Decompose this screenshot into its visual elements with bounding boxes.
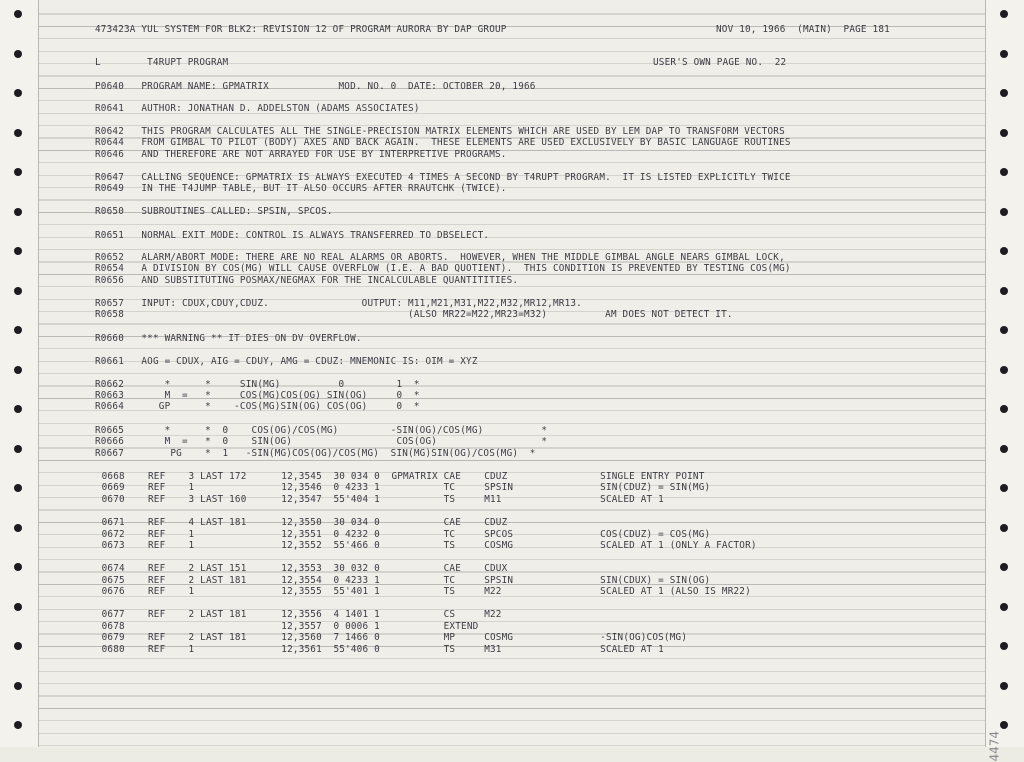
listing-line: 0679 REF 2 LAST 181 12,3560 7 1466 0 MP COSMG -SIN(OG)COS(MG): [90, 632, 688, 643]
listing-line: 0678 12,3557 0 0006 1 EXTEND: [90, 621, 479, 632]
left-tractor-strip: [0, 0, 39, 747]
listing-line: R0666 M = * 0 SIN(OG) COS(OG) *: [95, 436, 548, 447]
listing-line: 0675 REF 2 LAST 181 12,3554 0 4233 1 TC SPSIN SIN(CDUX) = SIN(OG): [90, 575, 711, 586]
tractor-hole: [14, 366, 22, 374]
listing-line: 0669 REF 1 12,3546 0 4233 1 TC SPSIN SIN(CDUZ) = SIN(MG): [90, 482, 711, 493]
tractor-hole: [14, 405, 22, 413]
tractor-hole: [1000, 484, 1008, 492]
listing-line: 0677 REF 2 LAST 181 12,3556 4 1401 1 CS M22: [90, 609, 502, 620]
tractor-hole: [14, 524, 22, 532]
tractor-hole: [1000, 168, 1008, 176]
tractor-hole: [1000, 366, 1008, 374]
listing-line: 0676 REF 1 12,3555 55'401 1 TS M22 SCALED AT 1 (ALSO IS MR22): [90, 586, 751, 597]
tractor-hole: [1000, 721, 1008, 729]
header-right: NOV 10, 1966 (MAIN) PAGE 181: [716, 24, 890, 35]
header-left: 473423A YUL SYSTEM FOR BLK2: REVISION 12 OF PROGRAM AURORA BY DAP GROUP: [95, 24, 507, 35]
tractor-hole: [1000, 405, 1008, 413]
listing-line: P0640 PROGRAM NAME: GPMATRIX MOD. NO. 0 DATE: OCTOBER 20, 1966: [95, 81, 536, 92]
tractor-hole: [1000, 326, 1008, 334]
tractor-hole: [1000, 642, 1008, 650]
listing-line: 0673 REF 1 12,3552 55'466 0 TS COSMG SCALED AT 1 (ONLY A FACTOR): [90, 540, 757, 551]
listing-line: R0658 (ALSO MR22=M22,MR23=M32) AM DOES NOT DETECT IT.: [95, 309, 733, 320]
tractor-hole: [1000, 682, 1008, 690]
tractor-hole: [1000, 603, 1008, 611]
tractor-hole: [14, 682, 22, 690]
tractor-hole: [14, 445, 22, 453]
listing-line: R0657 INPUT: CDUX,CDUY,CDUZ. OUTPUT: M11,M21,M31,M22,M32,MR12,MR13.: [95, 298, 582, 309]
listing-line: R0651 NORMAL EXIT MODE: CONTROL IS ALWAYS TRANSFERRED TO DBSELECT.: [95, 230, 490, 241]
tractor-hole: [14, 326, 22, 334]
listing-line: R0660 *** WARNING ** IT DIES ON DV OVERFLOW.: [95, 333, 362, 344]
tractor-hole: [1000, 50, 1008, 58]
tractor-hole: [14, 287, 22, 295]
tractor-hole: [14, 208, 22, 216]
tractor-hole: [14, 129, 22, 137]
tractor-hole: [14, 247, 22, 255]
listing-line: 0670 REF 3 LAST 160 12,3547 55'404 1 TS M11 SCALED AT 1: [90, 494, 664, 505]
tractor-hole: [14, 50, 22, 58]
listing-line: R0654 A DIVISION BY COS(MG) WILL CAUSE OVERFLOW (I.E. A BAD QUOTIENT). THIS CONDITION IS PREVENTED BY TESTING COS(MG): [95, 263, 791, 274]
listing-line: R0663 M = * COS(MG)COS(OG) SIN(OG) 0 *: [95, 390, 420, 401]
listing-line: R0656 AND SUBSTITUTING POSMAX/NEGMAX FOR THE INCALCULABLE QUANTITITIES.: [95, 275, 519, 286]
tractor-hole: [1000, 563, 1008, 571]
listing-line: R0652 ALARM/ABORT MODE: THERE ARE NO REAL ALARMS OR ABORTS. HOWEVER, WHEN THE MIDDLE GIMBAL ANGLE NEARS GIMBAL LOCK,: [95, 252, 785, 263]
tractor-hole: [14, 89, 22, 97]
tractor-hole: [1000, 524, 1008, 532]
listing-line: R0664 GP * -COS(MG)SIN(OG) COS(OG) 0 *: [95, 401, 420, 412]
tractor-hole: [1000, 208, 1008, 216]
listing-line: R0647 CALLING SEQUENCE: GPMATRIX IS ALWAYS EXECUTED 4 TIMES A SECOND BY T4RUPT PROGRAM. IT IS LISTED EXPLICITLY TWICE: [95, 172, 791, 183]
listing-line: R0646 AND THEREFORE ARE NOT ARRAYED FOR USE BY INTERPRETIVE PROGRAMS.: [95, 149, 507, 160]
listing-line: R0650 SUBROUTINES CALLED: SPSIN, SPCOS.: [95, 206, 333, 217]
listing-line: R0667 PG * 1 -SIN(MG)COS(OG)/COS(MG) SIN(MG)SIN(OG)/COS(MG) *: [95, 448, 536, 459]
listing-line: 0668 REF 3 LAST 172 12,3545 30 034 0 GPMATRIX CAE CDUZ SINGLE ENTRY POINT: [90, 471, 705, 482]
tractor-hole: [1000, 445, 1008, 453]
tractor-hole: [14, 484, 22, 492]
tractor-hole: [14, 10, 22, 18]
listing-line: R0641 AUTHOR: JONATHAN D. ADDELSTON (ADAMS ASSOCIATES): [95, 103, 420, 114]
listing-line: R0642 THIS PROGRAM CALCULATES ALL THE SINGLE-PRECISION MATRIX ELEMENTS WHICH ARE USED BY LEM DAP TO TRANSFORM VECTORS: [95, 126, 785, 137]
subheader-left: L T4RUPT PROGRAM: [95, 57, 229, 68]
listing-line: 0680 REF 1 12,3561 55'406 0 TS M31 SCALED AT 1: [90, 644, 664, 655]
tractor-hole: [14, 642, 22, 650]
listing-line: R0649 IN THE T4JUMP TABLE, BUT IT ALSO OCCURS AFTER RRAUTCHK (TWICE).: [95, 183, 507, 194]
tractor-hole: [14, 603, 22, 611]
right-tractor-strip: [985, 0, 1024, 747]
listing-line: 0674 REF 2 LAST 151 12,3553 30 032 0 CAE CDUX: [90, 563, 508, 574]
listing-line: R0644 FROM GIMBAL TO PILOT (BODY) AXES AND BACK AGAIN. THESE ELEMENTS ARE USED EXCLUSIVELY BY BASIC LANGUAGE ROUTINES: [95, 137, 791, 148]
tractor-hole: [14, 721, 22, 729]
listing-line: R0661 AOG = CDUX, AIG = CDUY, AMG = CDUZ: MNEMONIC IS: OIM = XYZ: [95, 356, 478, 367]
tractor-hole: [1000, 10, 1008, 18]
tractor-hole: [1000, 89, 1008, 97]
listing-line: 0672 REF 1 12,3551 0 4232 0 TC SPCOS COS(CDUZ) = COS(MG): [90, 529, 711, 540]
margin-note: 4474: [988, 731, 1002, 762]
subheader-right: USER'S OWN PAGE NO. 22: [653, 57, 787, 68]
tractor-hole: [1000, 287, 1008, 295]
listing-line: R0662 * * SIN(MG) 0 1 *: [95, 379, 420, 390]
listing-line: 0671 REF 4 LAST 181 12,3550 30 034 0 CAE CDUZ: [90, 517, 508, 528]
tractor-hole: [14, 563, 22, 571]
tractor-hole: [1000, 129, 1008, 137]
tractor-hole: [1000, 247, 1008, 255]
tractor-hole: [14, 168, 22, 176]
listing-line: R0665 * * 0 COS(OG)/COS(MG) -SIN(OG)/COS(MG) *: [95, 425, 548, 436]
